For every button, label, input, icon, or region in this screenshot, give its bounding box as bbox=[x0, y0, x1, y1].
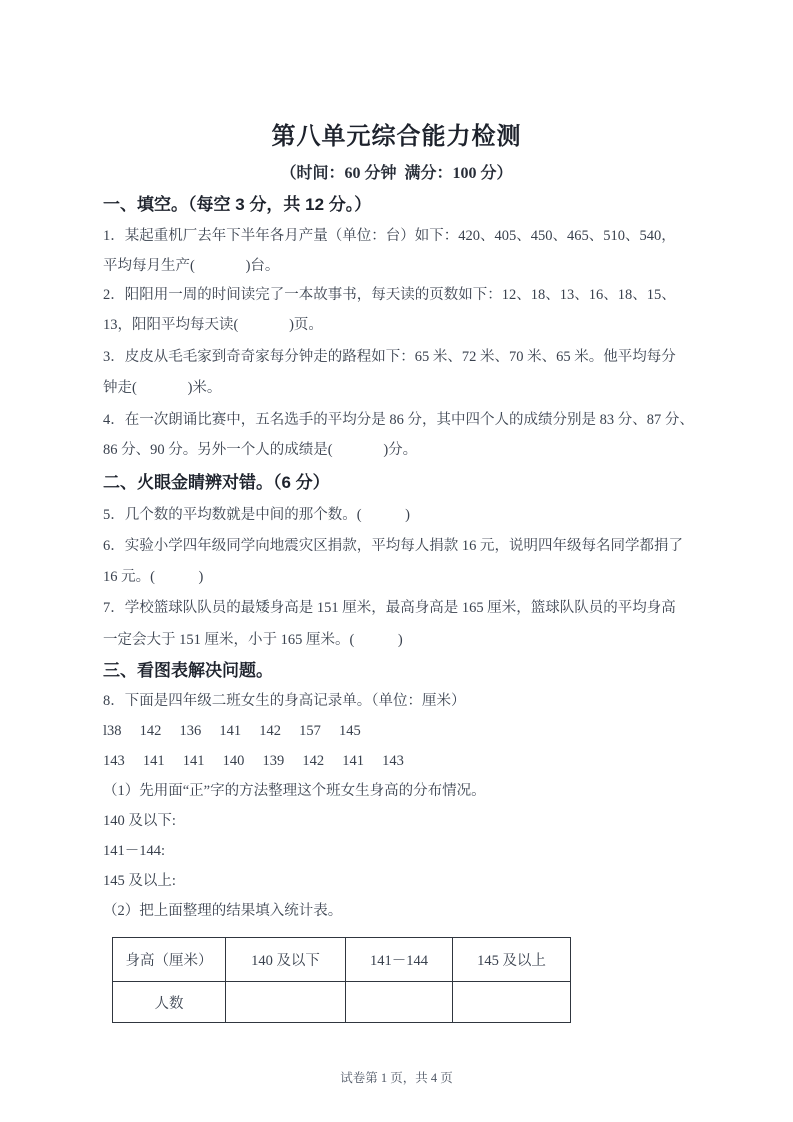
question-4-line-2: 86 分、90 分。另外一个人的成绩是( )分。 bbox=[103, 442, 418, 458]
table-cell-empty-1 bbox=[226, 982, 346, 1023]
question-2-line-2: 13，阳阳平均每天读( )页。 bbox=[103, 317, 323, 333]
page-number-footer: 试卷第 1 页，共 4 页 bbox=[340, 1071, 453, 1085]
question-4-line-1: 4．在一次朗诵比赛中，五名选手的平均分是 86 分，其中四个人的成绩分别是 83 分、87 分、 bbox=[103, 412, 694, 428]
question-3-line-2: 钟走( )米。 bbox=[103, 380, 222, 396]
table-cell-empty-2 bbox=[346, 982, 453, 1023]
question-1-line-2: 平均每月生产( )台。 bbox=[103, 258, 280, 274]
tally-label-140-and-below: 140 及以下: bbox=[103, 813, 176, 829]
question-3-line-1: 3．皮皮从毛毛家到奇奇家每分钟走的路程如下：65 米、72 米、70 米、65 米。他平均每分 bbox=[103, 349, 676, 365]
section-1-heading: 一、填空。（每空 3 分，共 12 分。） bbox=[103, 195, 372, 214]
height-statistics-table bbox=[112, 937, 571, 1023]
question-8-sub-1: （1）先用面“正”字的方法整理这个班女生身高的分布情况。 bbox=[103, 783, 486, 799]
question-1-line-1: 1．某起重机厂去年下半年各月产量（单位：台）如下：420、405、450、465、510、540， bbox=[103, 228, 676, 244]
question-5-line: 5．几个数的平均数就是中间的那个数。( ) bbox=[103, 507, 410, 523]
table-cell-empty-3 bbox=[453, 982, 571, 1023]
table-header-141-144: 141－144 bbox=[346, 938, 453, 982]
page-title: 第八单元综合能力检测 bbox=[271, 123, 522, 150]
question-2-line-1: 2．阳阳用一周的时间读完了一本故事书，每天读的页数如下：12、18、13、16、18、15、 bbox=[103, 287, 676, 303]
question-6-line-2: 16 元。( ) bbox=[103, 569, 204, 585]
table-header-height: 身高（厘米） bbox=[113, 938, 226, 982]
height-record-row-1: l38 142 136 141 142 157 145 bbox=[103, 723, 361, 739]
time-score-subtitle: （时间：60 分钟 满分：100 分） bbox=[280, 165, 513, 182]
section-3-heading: 三、看图表解决问题。 bbox=[103, 661, 273, 680]
height-record-row-2: 143 141 141 140 139 142 141 143 bbox=[103, 753, 404, 769]
tally-label-141-144: 141－144: bbox=[103, 843, 166, 859]
question-7-line-1: 7．学校篮球队队员的最矮身高是 151 厘米，最高身高是 165 厘米，篮球队队员的平均身高 bbox=[103, 600, 676, 616]
table-header-145-above: 145 及以上 bbox=[453, 938, 571, 982]
tally-label-145-and-above: 145 及以上: bbox=[103, 873, 176, 889]
question-8-sub-2: （2）把上面整理的结果填入统计表。 bbox=[103, 903, 343, 919]
table-header-140-below: 140 及以下 bbox=[226, 938, 346, 982]
question-6-line-1: 6．实验小学四年级同学向地震灾区捐款，平均每人捐款 16 元，说明四年级每名同学都捐了 bbox=[103, 538, 683, 554]
question-7-line-2: 一定会大于 151 厘米，小于 165 厘米。( ) bbox=[103, 632, 403, 648]
table-row-label-count: 人数 bbox=[113, 982, 226, 1023]
question-8-intro: 8．下面是四年级二班女生的身高记录单。（单位：厘米） bbox=[103, 693, 466, 709]
section-2-heading: 二、火眼金睛辨对错。（6 分） bbox=[103, 473, 330, 492]
